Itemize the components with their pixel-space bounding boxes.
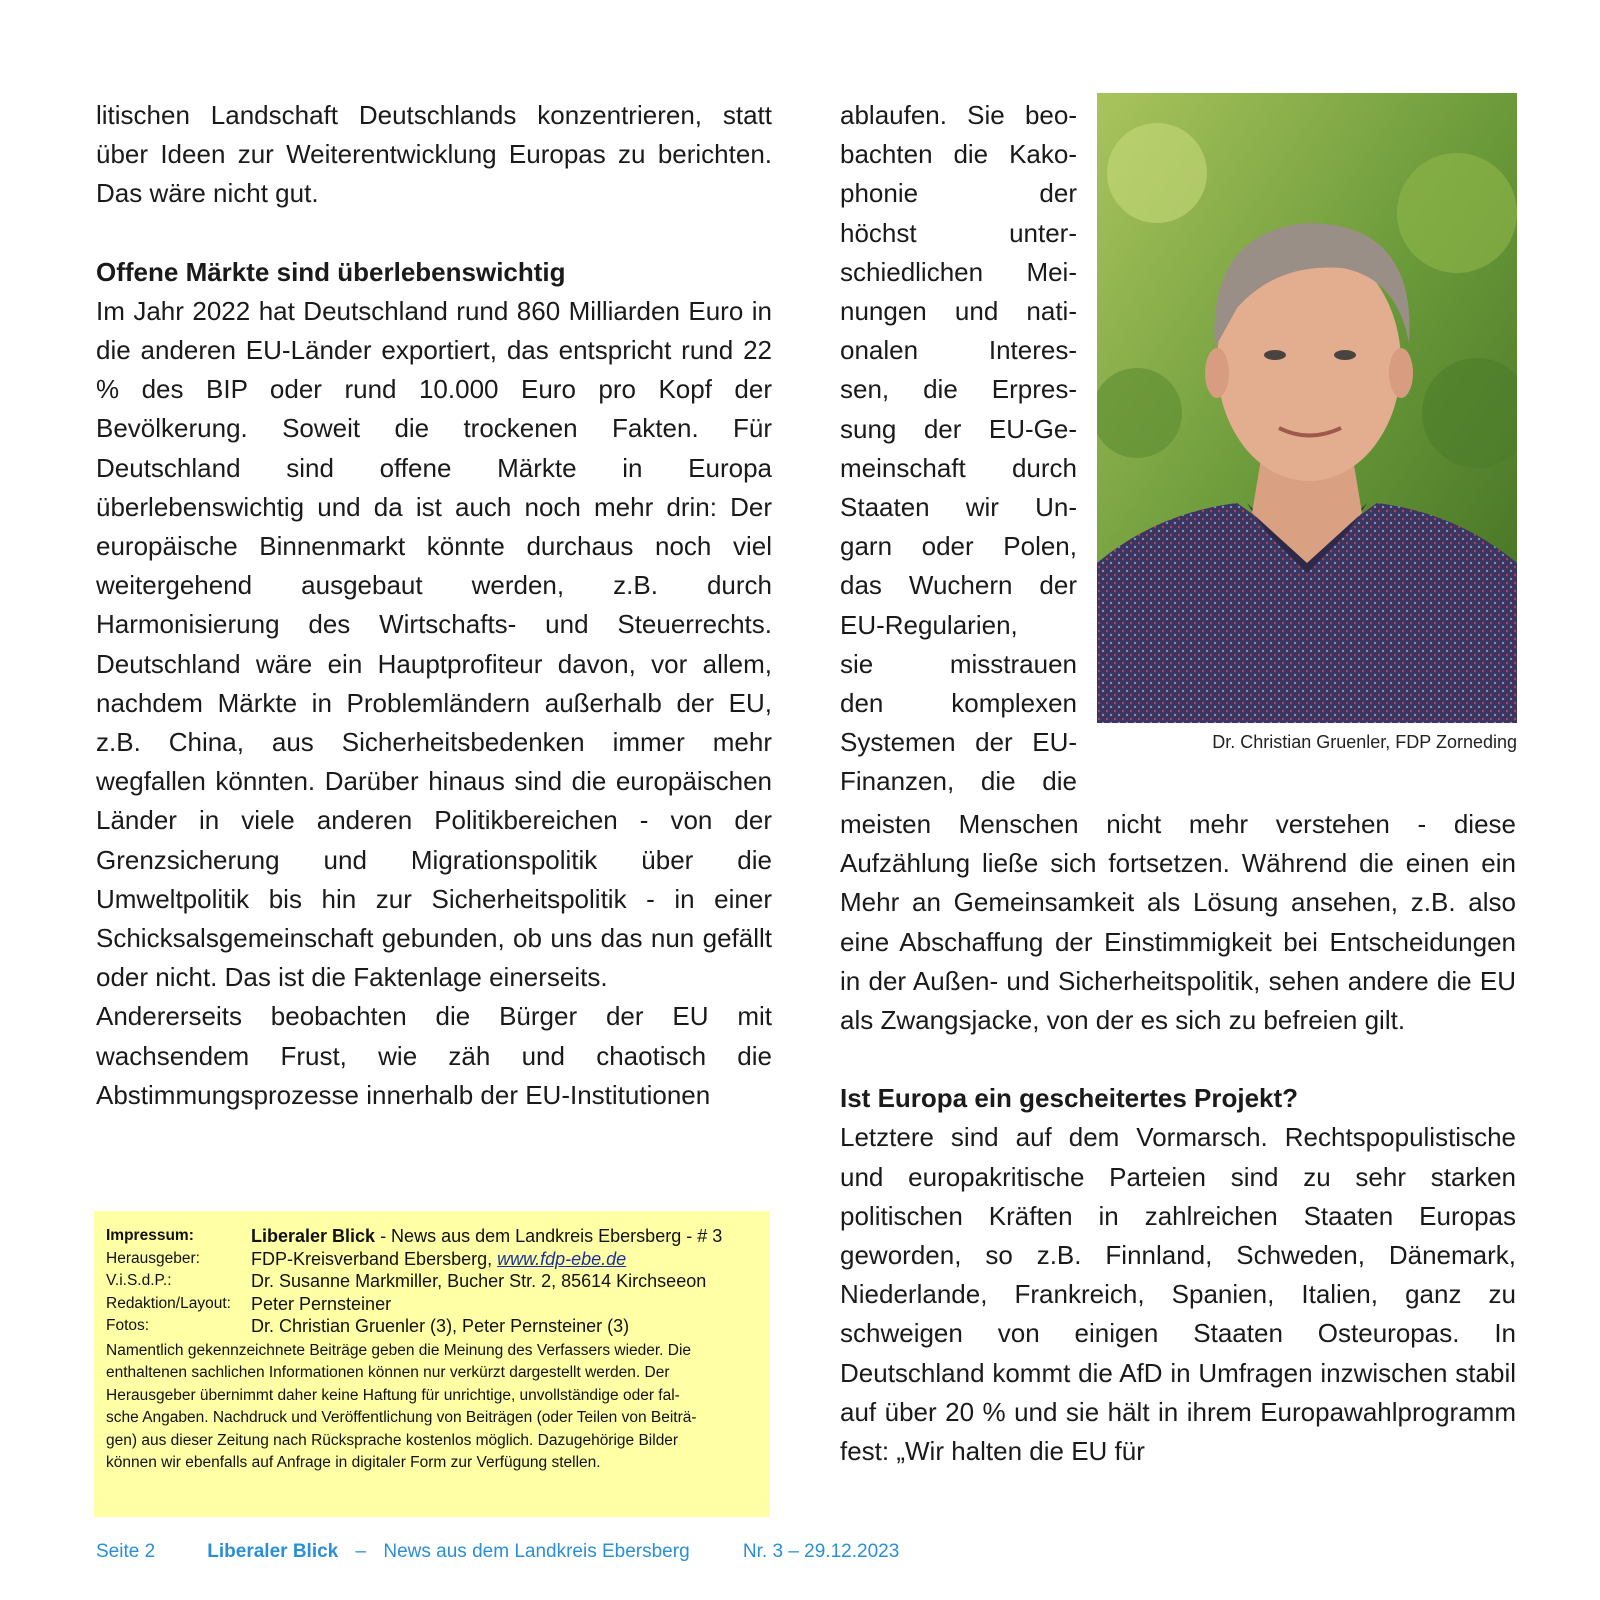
footer-dash: – [355, 1541, 367, 1562]
publication-subtitle: - News aus dem Landkreis Ebersberg - # 3 [375, 1226, 723, 1246]
narrow-text-line: das Wuchern der [840, 570, 1077, 601]
impressum-row [106, 1248, 758, 1271]
footer-issue: Nr. 3 – 29.12.2023 [742, 1541, 900, 1562]
left-column [96, 96, 772, 1115]
narrow-text-line: schiedlichen Mei- [840, 256, 1077, 287]
impressum-note-line: Namentlich gekennzeichnete Beiträge geben die Meinung des Verfassers wieder. Die [106, 1341, 692, 1359]
narrow-text-line: Systemen der EU- [840, 727, 1077, 758]
section-heading: Offene Märkte sind überlebenswichtig [96, 256, 566, 287]
footer-title: Liberaler Blick [207, 1541, 339, 1562]
narrow-text-line: onalen Interes- [840, 335, 1077, 366]
impressum-box [94, 1211, 770, 1517]
page-footer [96, 1541, 899, 1563]
narrow-text-column [840, 96, 1077, 802]
narrow-text-line: meinschaft durch [840, 452, 1077, 483]
narrow-text-line: Finanzen, die die [840, 766, 1077, 797]
body-paragraph: Im Jahr 2022 hat Deutschland rund 860 Milliarden Euro in die anderen EU-Länder exportiert, das entspricht rund 22 % des BIP oder rund 10.000 Euro pro Kopf der Bevölkerung. Soweit die trockenen Fakten. Für Deutschland sind offene Märkte in Europa überlebenswichtig und da ist auch noch mehr drin: Der europäische Binnenmarkt könnte durchaus noch viel weitergehend ausgebaut werden, z.B. durch Harmonisierung des Wirtschafts- und Steuerrechts. Deutschland wäre ein Hauptprofiteur davon, vor allem, nachdem Märkte in Problemländern außerhalb der EU, z.B. China, aus Sicherheitsbedenken immer mehr wegfallen könnten. Darüber hinaus sind die europäischen Länder in viele anderen Politikbereichen - von der Grenzsicherung und Migrationspolitik über die Umweltpolitik bis hin zur Sicherheitspolitik - in einer Schicksalsgemeinschaft gebunden, ob uns das nun gefällt oder nicht. Das ist die Faktenlage einerseits. [96, 295, 772, 993]
body-paragraph: Andererseits beobachten die Bürger der EU mit wachsendem Frust, wie zäh und chaotisch die Abstimmungsprozesse innerhalb der EU-Institutionen [96, 1001, 772, 1110]
impressum-key: Fotos: [106, 1317, 150, 1334]
photo-caption: Dr. Christian Gruenler, FDP Zorneding [1212, 732, 1517, 752]
impressum-note-line: können wir ebenfalls auf Anfrage in digitaler Form zur Verfügung stellen. [106, 1454, 601, 1471]
impressum-value: Dr. Christian Gruenler (3), Peter Pernsteiner (3) [251, 1316, 630, 1336]
right-column [840, 805, 1516, 1471]
narrow-text-line: sung der EU-Ge- [840, 413, 1077, 444]
narrow-text-line: den komplexen [840, 688, 1077, 719]
impressum-note-line: Herausgeber übernimmt daher keine Haftung für unrichtige, unvollständige oder fal- [106, 1386, 680, 1404]
narrow-text-line: phonie der [840, 178, 1077, 209]
narrow-text-line: sie misstrauen [840, 648, 1077, 679]
publication-title: Liberaler Blick [251, 1226, 376, 1246]
impressum-note-line: sche Angaben. Nachdruck und Veröffentlichung von Beiträgen (oder Teilen von Beiträ- [106, 1409, 697, 1426]
impressum-value: Peter Pernsteiner [251, 1293, 392, 1314]
section-heading: Ist Europa ein gescheitertes Projekt? [840, 1083, 1299, 1114]
impressum-key: V.i.S.d.P.: [106, 1272, 172, 1289]
narrow-text-line: Staaten wir Un- [840, 492, 1077, 523]
narrow-text-line: sen, die Erpres- [840, 374, 1077, 405]
website-link[interactable]: www.fdp-ebe.de [497, 1248, 627, 1269]
impressum-note-line: gen) aus dieser Zeitung nach Rücksprache kostenlos möglich. Dazugehörige Bilder [106, 1431, 679, 1449]
narrow-text-line: garn oder Polen, [840, 531, 1077, 562]
footer-subtitle: News aus dem Landkreis Ebersberg [383, 1541, 690, 1562]
portrait-photo [1097, 93, 1517, 723]
impressum-key: Redaktion/Layout: [106, 1294, 231, 1312]
impressum-row [106, 1315, 758, 1338]
intro-paragraph: litischen Landschaft Deutschlands konzentrieren, statt über Ideen zur Weiterentwicklung Europas zu berichten. Das wäre nicht gut. [96, 100, 772, 209]
narrow-text-line: ablaufen. Sie beo- [840, 100, 1077, 130]
impressum-value: FDP-Kreisverband Ebersberg, [251, 1248, 498, 1269]
impressum-key: Herausgeber: [106, 1249, 200, 1267]
narrow-text-line: nungen und nati- [840, 296, 1077, 327]
impressum-header-row [106, 1225, 758, 1248]
impressum-label: Impressum: [106, 1227, 194, 1244]
impressum-value: Dr. Susanne Markmiller, Bucher Str. 2, 85614 Kirchseeon [251, 1271, 707, 1291]
impressum-note-line: enthaltenen sachlichen Informationen können nur verkürzt dargestellt werden. Der [106, 1364, 670, 1381]
narrow-text-line: bachten die Kako- [840, 139, 1077, 170]
impressum-row [106, 1293, 758, 1316]
body-paragraph: Letztere sind auf dem Vormarsch. Rechtspopulistische und europakritische Parteien sind zu sehr starken politischen Kräften in zahlreichen Staaten Europas geworden, so z.B. Finnland, Schweden, Dänemark, Niederlande, Frankreich, Spanien, Italien, ganz zu schweigen von einigen Staaten Osteuropas. In Deutschland kommt die AfD in Umfragen inzwischen stabil auf über 20 % und sie hält in ihrem Europawahlprogramm fest: „Wir halten die EU für [840, 1122, 1516, 1467]
narrow-text-line: höchst unter- [840, 217, 1077, 248]
impressum-row [106, 1270, 758, 1293]
impressum-rows [106, 1248, 758, 1338]
narrow-text-line: EU-Regularien, [840, 609, 1018, 640]
portrait-image [1097, 93, 1517, 723]
impressum-note [106, 1340, 758, 1475]
page-number: Seite 2 [96, 1541, 156, 1562]
body-paragraph: meisten Menschen nicht mehr verstehen - diese Aufzählung ließe sich fortsetzen. Während die einen ein Mehr an Gemeinsamkeit als Lösung ansehen, z.B. also eine Abschaffung der Einstimmigkeit bei Entscheidungen in der Außen- und Sicherheitspolitik, sehen andere die EU als Zwangsjacke, von der es sich zu befreien gilt. [840, 809, 1516, 1036]
